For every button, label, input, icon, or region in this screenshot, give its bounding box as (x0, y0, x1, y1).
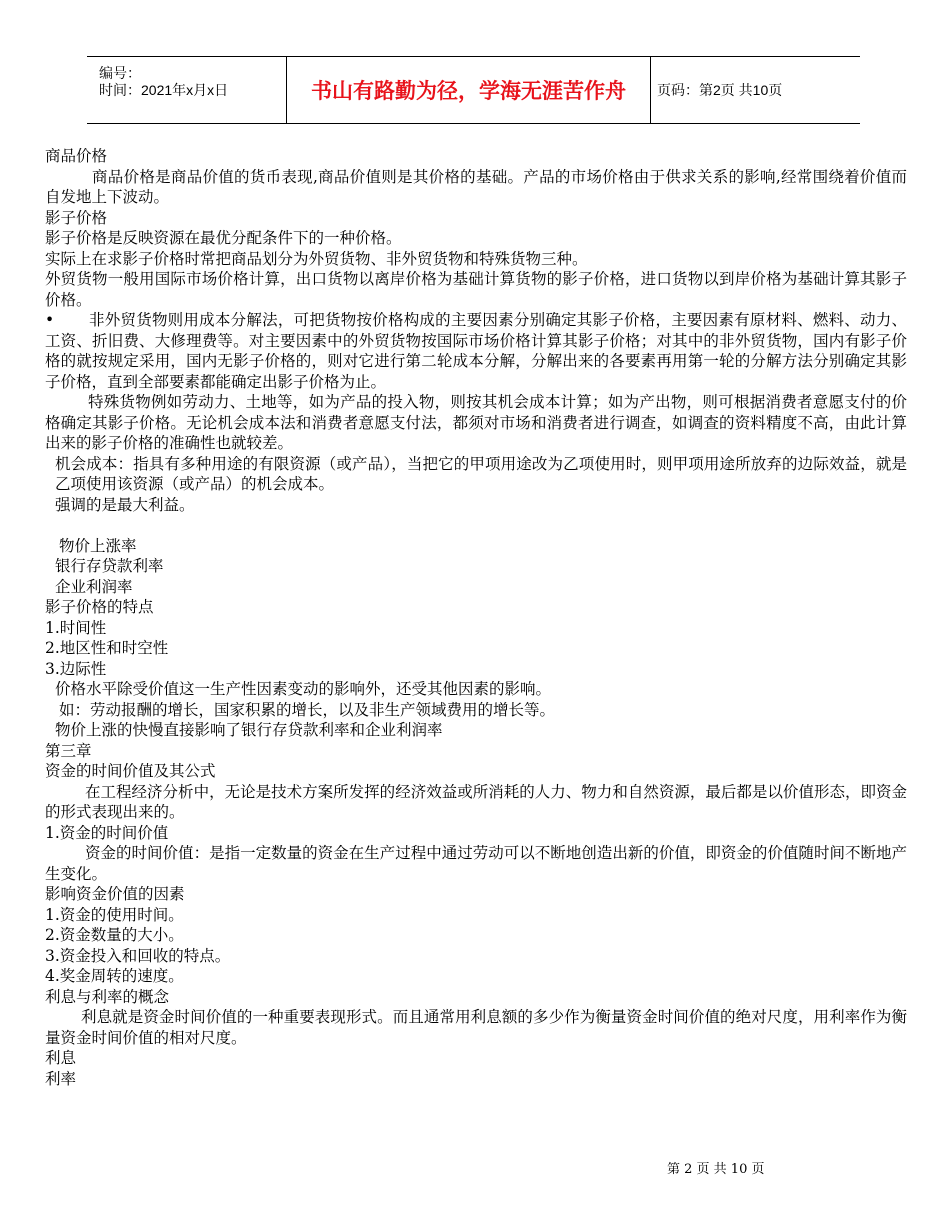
subsection-heading: 1.资金的时间价值 (45, 823, 169, 842)
list-item: 2.地区性和时空性 (45, 639, 169, 657)
paragraph: 外贸货物一般用国际市场价格计算，出口货物以离岸价格为基础计算货物的影子价格，进口货物以到岸价格为基础计算其影子价格。 (45, 270, 907, 309)
list-item: 1.资金的使用时间。 (45, 905, 184, 924)
list-item: 2.资金数量的大小。 (45, 926, 184, 944)
document-body (45, 146, 907, 1089)
paragraph: 资金的时间价值：是指一定数量的资金在生产过程中通过劳动可以不断地创造出新的价值，即资金的价值随时间不断地产生变化。 (45, 844, 907, 883)
paragraph: 在工程经济分析中，无论是技术方案所发挥的经济效益或所消耗的人力、物力和自然资源，最后都是以价值形态，即资金的形式表现出来的。 (45, 782, 907, 821)
list-item: 企业利润率 (55, 577, 133, 596)
section-heading: 资金的时间价值及其公式 (45, 762, 216, 780)
page-header (87, 56, 860, 124)
paragraph: 利息就是资金时间价值的一种重要表现形式。而且通常用利息额的多少作为衡量资金时间价值的绝对尺度，用利率作为衡量资金时间价值的相对尺度。 (45, 1008, 907, 1047)
heading-shadow-price-features: 影子价格的特点 (45, 598, 154, 616)
term: 利率 (45, 1069, 77, 1088)
header-left-cell (87, 57, 287, 123)
paragraph: 影子价格是反映资源在最优分配条件下的一种价格。 (45, 229, 402, 247)
document-time-label: 时间：2021年x月x日 (99, 82, 229, 98)
list-item: 4.奖金周转的速度。 (45, 967, 184, 985)
list-item: 银行存贷款利率 (55, 557, 164, 575)
page-footer: 第 2 页 共 10 页 (667, 1162, 765, 1177)
paragraph: 商品价格是商品价值的货币表现,商品价值则是其价格的基础。产品的市场价格由于供求关系的影响,经常围绕着价值而自发地上下波动。 (45, 167, 907, 206)
paragraph (45, 310, 907, 392)
header-motto: 书山有路勤为径，学海无涯苦作舟 (286, 57, 651, 123)
paragraph: 物价上涨的快慢直接影响了银行存贷款利率和企业利润率 (55, 721, 443, 739)
heading-commodity-price: 商品价格 (45, 147, 108, 165)
chapter-heading: 第三章 (45, 741, 92, 760)
paragraph-text: 非外贸货物则用成本分解法，可把货物按价格构成的主要因素分别确定其影子价格，主要因素有原材料、燃料、动力、工资、折旧费、大修理费等。对主要因素中的外贸货物按国际市场价格计算其影子价格；对其中的非外贸货物，国内有影子价格的就按规定采用，国内无影子价格的，则对它进行第二轮成本分解，分解出来的各要素再用第一轮的分解方法分别确定其影子价格，直到全部要素都能确定出影子价格为止。 (45, 311, 907, 391)
list-item: 物价上涨率 (59, 536, 137, 555)
term: 利息 (45, 1049, 77, 1067)
document-number-label: 编号： (99, 65, 141, 81)
subsection-heading: 利息与利率的概念 (45, 987, 170, 1006)
list-item: 3.边际性 (45, 659, 107, 678)
paragraph: 实际上在求影子价格时常把商品划分为外贸货物、非外贸货物和特殊货物三种。 (45, 249, 588, 268)
paragraph: 强调的是最大利益。 (55, 495, 195, 514)
paragraph: 如：劳动报酬的增长，国家积累的增长，以及非生产领域费用的增长等。 (59, 700, 556, 719)
blank-line (45, 515, 907, 536)
subsection-heading: 影响资金价值的因素 (45, 885, 185, 903)
heading-shadow-price: 影子价格 (45, 208, 108, 227)
paragraph-text: 机会成本：指具有多种用途的有限资源（或产品），当把它的甲项用途改为乙项使用时，则甲项用途所放弃的边际效益，就是乙项使用该资源（或产品）的机会成本。 (55, 454, 907, 493)
list-item: 3.资金投入和回收的特点。 (45, 946, 231, 965)
paragraph: 特殊货物例如劳动力、土地等，如为产品的投入物，则按其机会成本计算；如为产出物，则可根据消费者意愿支付的价格确定其影子价格。无论机会成本法和消费者意愿支付法，都须对市场和消费者进行调查，如调查的资料精度不高，由此计算出来的影子价格的准确性也就较差。 (45, 393, 907, 452)
header-page-info: 页码：第2页 共10页 (657, 82, 783, 98)
bullet-symbol: • (45, 311, 55, 329)
paragraph-opportunity-cost (45, 454, 907, 495)
list-item: 1.时间性 (45, 618, 107, 637)
bullet-paragraph (45, 310, 907, 392)
paragraph: 价格水平除受价值这一生产性因素变动的影响外，还受其他因素的影响。 (55, 680, 552, 698)
